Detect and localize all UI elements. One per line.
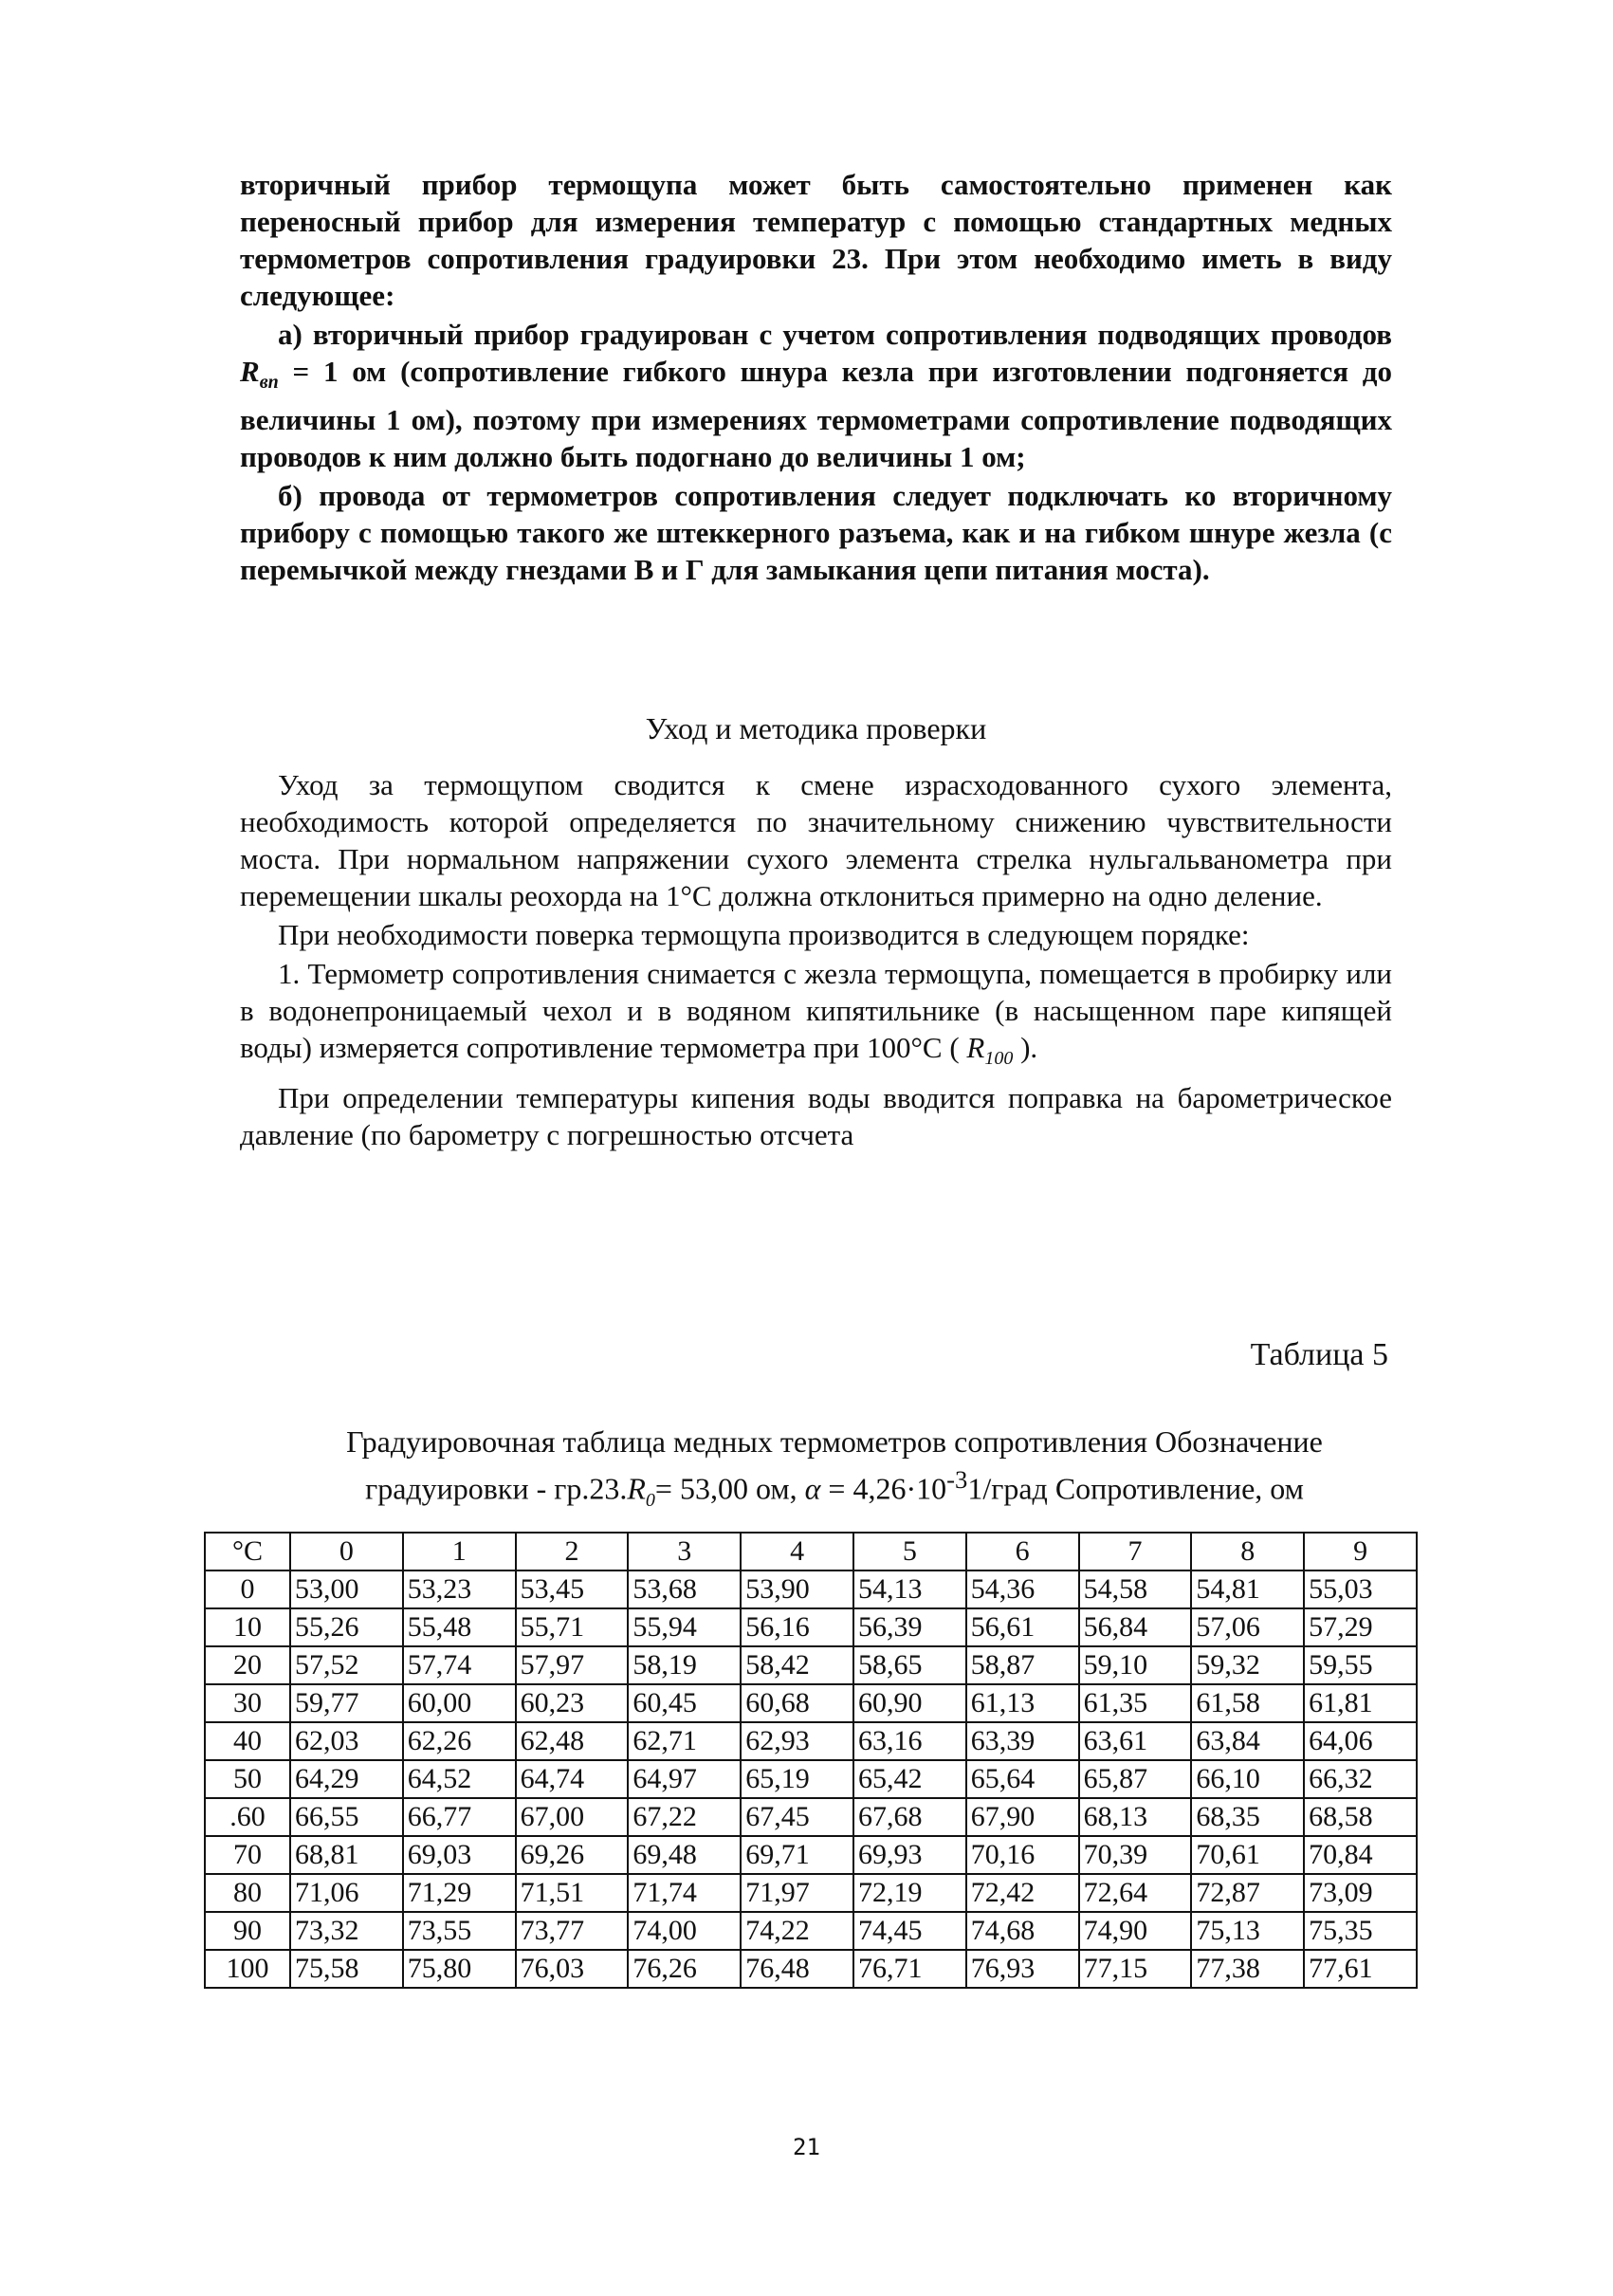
table-header-cell: 1 <box>403 1533 516 1570</box>
table-cell: 75,80 <box>403 1950 516 1988</box>
table-cell: 74,68 <box>966 1912 1079 1950</box>
paragraph-2-start: а) вторичный прибор градуирован с учетом сопротивления подводящих проводов <box>278 318 1392 351</box>
table-row-temperature: 0 <box>205 1570 290 1608</box>
table-cell: 76,26 <box>628 1950 741 1988</box>
table-cell: 71,97 <box>741 1874 853 1912</box>
table-cell: 59,77 <box>290 1684 403 1722</box>
table-cell: 74,45 <box>853 1912 966 1950</box>
table-cell: 71,51 <box>516 1874 629 1912</box>
table-cell: 64,29 <box>290 1760 403 1798</box>
table-row-temperature: 100 <box>205 1950 290 1988</box>
symbol-r: R <box>240 355 260 388</box>
table-header-cell: 6 <box>966 1533 1079 1570</box>
table-row-temperature: 70 <box>205 1836 290 1874</box>
table-cell: 62,48 <box>516 1722 629 1760</box>
table-cell: 55,48 <box>403 1608 516 1646</box>
table-cell: 77,38 <box>1191 1950 1304 1988</box>
table-cell: 56,39 <box>853 1608 966 1646</box>
table-cell: 61,81 <box>1304 1684 1417 1722</box>
table-row <box>205 1646 1417 1684</box>
table-cell: 59,10 <box>1079 1646 1192 1684</box>
table-cell: 59,55 <box>1304 1646 1417 1684</box>
table-cell: 76,03 <box>516 1950 629 1988</box>
table-cell: 63,39 <box>966 1722 1079 1760</box>
table-cell: 58,65 <box>853 1646 966 1684</box>
table-cell: 57,29 <box>1304 1608 1417 1646</box>
table-cell: 65,87 <box>1079 1760 1192 1798</box>
table-cell: 68,35 <box>1191 1798 1304 1836</box>
table-cell: 71,06 <box>290 1874 403 1912</box>
table-row <box>205 1798 1417 1836</box>
table-cell: 62,71 <box>628 1722 741 1760</box>
table-cell: 53,45 <box>516 1570 629 1608</box>
table-cell: 53,68 <box>628 1570 741 1608</box>
table-cell: 67,68 <box>853 1798 966 1836</box>
table-cell: 61,13 <box>966 1684 1079 1722</box>
graduation-table <box>204 1532 1418 1989</box>
paragraph-2-end: = 1 ом (сопротивление гибкого шнура кезла при изготовлении подгоняется до величины 1 ом), поэтому при измерениях термометрами сопротивление подводящих проводов к ним должно быть подогнано до величины 1 ом; <box>240 355 1392 474</box>
table-cell: 77,15 <box>1079 1950 1192 1988</box>
table-row <box>205 1722 1417 1760</box>
table-row-temperature: 40 <box>205 1722 290 1760</box>
table-cell: 55,26 <box>290 1608 403 1646</box>
table-cell: 69,26 <box>516 1836 629 1874</box>
table-cell: 54,81 <box>1191 1570 1304 1608</box>
table-header-cell: 8 <box>1191 1533 1304 1570</box>
table-cell: 59,32 <box>1191 1646 1304 1684</box>
table-cell: 60,00 <box>403 1684 516 1722</box>
table-header-cell: °С <box>205 1533 290 1570</box>
table-row <box>205 1608 1417 1646</box>
table-cell: 61,58 <box>1191 1684 1304 1722</box>
table-cell: 63,61 <box>1079 1722 1192 1760</box>
table-cell: 73,77 <box>516 1912 629 1950</box>
table-cell: 71,74 <box>628 1874 741 1912</box>
table-cell: 75,13 <box>1191 1912 1304 1950</box>
table-row <box>205 1570 1417 1608</box>
table-cell: 58,19 <box>628 1646 741 1684</box>
table-cell: 54,13 <box>853 1570 966 1608</box>
symbol-r100: R <box>966 1031 985 1064</box>
table-cell: 72,42 <box>966 1874 1079 1912</box>
table-cell: 73,09 <box>1304 1874 1417 1912</box>
table-cell: 65,64 <box>966 1760 1079 1798</box>
table-cell: 68,58 <box>1304 1798 1417 1836</box>
table-row-temperature: 80 <box>205 1874 290 1912</box>
table-cell: 57,97 <box>516 1646 629 1684</box>
table-cell: 70,84 <box>1304 1836 1417 1874</box>
table-cell: 53,90 <box>741 1570 853 1608</box>
table-cell: 68,81 <box>290 1836 403 1874</box>
table-cell: 69,03 <box>403 1836 516 1874</box>
table-row-temperature: 50 <box>205 1760 290 1798</box>
table-caption <box>284 1423 1384 1519</box>
table-cell: 69,48 <box>628 1836 741 1874</box>
table-cell: 64,52 <box>403 1760 516 1798</box>
paragraph-3: б) провода от термометров сопротивления следует подключать ко вторичному прибору с помощью такого же штеккерного разъема, как и на гибком шнуре жезла (с перемычкой между гнездами В и Г для замыкания цепи питания моста). <box>240 479 1392 587</box>
table-header-cell: 2 <box>516 1533 629 1570</box>
table-header-cell: 7 <box>1079 1533 1192 1570</box>
table-cell: 57,06 <box>1191 1608 1304 1646</box>
exponent: -3 <box>946 1465 968 1494</box>
table-header-cell: 3 <box>628 1533 741 1570</box>
table-cell: 74,00 <box>628 1912 741 1950</box>
table-header-row <box>205 1533 1417 1570</box>
table-cell: 55,71 <box>516 1608 629 1646</box>
table-cell: 66,55 <box>290 1798 403 1836</box>
table-cell: 73,32 <box>290 1912 403 1950</box>
paragraph-1: вторичный прибор термощупа может быть самостоятельно применен как переносный прибор для измерения температур с помощью стандартных медных термометров сопротивления градуировки 23. При этом необходимо иметь в виду следующее: <box>240 168 1392 312</box>
table-cell: 56,61 <box>966 1608 1079 1646</box>
table-cell: 55,94 <box>628 1608 741 1646</box>
table-cell: 67,22 <box>628 1798 741 1836</box>
table-cell: 72,19 <box>853 1874 966 1912</box>
table-row <box>205 1760 1417 1798</box>
table-header-cell: 4 <box>741 1533 853 1570</box>
table-cell: 60,23 <box>516 1684 629 1722</box>
body-text-middle <box>240 766 1392 1155</box>
table-cell: 75,35 <box>1304 1912 1417 1950</box>
table-cell: 54,58 <box>1079 1570 1192 1608</box>
paragraph-6-end: ). <box>1013 1031 1038 1064</box>
table-cell: 62,26 <box>403 1722 516 1760</box>
table-cell: 67,00 <box>516 1798 629 1836</box>
table-cell: 76,71 <box>853 1950 966 1988</box>
table-cell: 60,68 <box>741 1684 853 1722</box>
table-cell: 76,48 <box>741 1950 853 1988</box>
table-row <box>205 1684 1417 1722</box>
caption-part-c: = 4,26·10 <box>820 1471 947 1506</box>
table-cell: 65,42 <box>853 1760 966 1798</box>
table-cell: 66,77 <box>403 1798 516 1836</box>
table-cell: 57,52 <box>290 1646 403 1684</box>
table-row <box>205 1874 1417 1912</box>
table-cell: 77,61 <box>1304 1950 1417 1988</box>
table-cell: 62,03 <box>290 1722 403 1760</box>
table-cell: 60,90 <box>853 1684 966 1722</box>
table-row <box>205 1950 1417 1988</box>
table-cell: 74,90 <box>1079 1912 1192 1950</box>
table-header-cell: 5 <box>853 1533 966 1570</box>
table-cell: 72,87 <box>1191 1874 1304 1912</box>
caption-line-1: Градуировочная таблица медных термометров сопротивления Обозначение <box>346 1424 1323 1459</box>
table-cell: 55,03 <box>1304 1570 1417 1608</box>
table-cell: 76,93 <box>966 1950 1079 1988</box>
table-header-cell: 9 <box>1304 1533 1417 1570</box>
caption-part-d: 1/град Сопротивление, ом <box>967 1471 1304 1506</box>
caption-part-b: = 53,00 ом, <box>654 1471 805 1506</box>
table-cell: 61,35 <box>1079 1684 1192 1722</box>
table-cell: 68,13 <box>1079 1798 1192 1836</box>
table-cell: 62,93 <box>741 1722 853 1760</box>
paragraph-6 <box>240 955 1392 1077</box>
table-cell: 74,22 <box>741 1912 853 1950</box>
paragraph-5: При необходимости поверка термощупа производится в следующем порядке: <box>278 918 1250 951</box>
table-cell: 69,71 <box>741 1836 853 1874</box>
table-cell: 63,16 <box>853 1722 966 1760</box>
table-cell: 60,45 <box>628 1684 741 1722</box>
symbol-r-subscript: вп <box>259 372 279 394</box>
table-cell: 70,39 <box>1079 1836 1192 1874</box>
symbol-r100-subscript: 100 <box>984 1048 1014 1070</box>
paragraph-6-start: 1. Термометр сопротивления снимается с жезла термощупа, помещается в пробирку или в водонепроницаемый чехол и в водяном кипятильнике (в насыщенном паре кипящей воды) измеряется сопротивление термометра при 100°С ( <box>240 957 1392 1064</box>
table-row-temperature: 10 <box>205 1608 290 1646</box>
paragraph-4: Уход за термощупом сводится к смене израсходованного сухого элемента, необходимость которой определяется по значительному снижению чувствительности моста. При нормальном напряжении сухого элемента стрелка нульгальванометра при перемещении шкалы реохорда на 1°С должна отклониться примерно на одно деление. <box>240 768 1392 912</box>
table-cell: 71,29 <box>403 1874 516 1912</box>
section-heading: Уход и методика проверки <box>645 711 987 745</box>
table-row-temperature: 90 <box>205 1912 290 1950</box>
table-cell: 65,19 <box>741 1760 853 1798</box>
table-body <box>205 1570 1417 1988</box>
table-cell: 67,45 <box>741 1798 853 1836</box>
body-text-top <box>240 166 1392 590</box>
caption-part-a: градуировки - гр.23. <box>365 1471 628 1506</box>
table-cell: 75,58 <box>290 1950 403 1988</box>
table-cell: 53,00 <box>290 1570 403 1608</box>
table-cell: 70,16 <box>966 1836 1079 1874</box>
table-cell: 72,64 <box>1079 1874 1192 1912</box>
table-cell: 70,61 <box>1191 1836 1304 1874</box>
table-cell: 58,87 <box>966 1646 1079 1684</box>
table-cell: 67,90 <box>966 1798 1079 1836</box>
table-cell: 56,84 <box>1079 1608 1192 1646</box>
table-cell: 64,74 <box>516 1760 629 1798</box>
table-cell: 64,06 <box>1304 1722 1417 1760</box>
table-header-cell: 0 <box>290 1533 403 1570</box>
table-cell: 73,55 <box>403 1912 516 1950</box>
paragraph-2 <box>240 316 1392 475</box>
table-cell: 66,10 <box>1191 1760 1304 1798</box>
table-row-temperature: 30 <box>205 1684 290 1722</box>
table-cell: 63,84 <box>1191 1722 1304 1760</box>
symbol-r0-subscript: 0 <box>645 1490 655 1512</box>
table-cell: 64,97 <box>628 1760 741 1798</box>
table-cell: 56,16 <box>741 1608 853 1646</box>
table-label: Таблица 5 <box>1250 1337 1388 1372</box>
caption-line-2 <box>284 1460 1384 1519</box>
table-row <box>205 1912 1417 1950</box>
table-row-temperature: 20 <box>205 1646 290 1684</box>
table-cell: 53,23 <box>403 1570 516 1608</box>
table-cell: 54,36 <box>966 1570 1079 1608</box>
table-row <box>205 1836 1417 1874</box>
table-cell: 69,93 <box>853 1836 966 1874</box>
paragraph-7: При определении температуры кипения воды вводится поправка на барометрическое давление (по барометру с погрешностью отсчета <box>240 1081 1392 1152</box>
symbol-alpha: α <box>804 1471 821 1506</box>
symbol-r0: R <box>627 1471 646 1506</box>
table-cell: 66,32 <box>1304 1760 1417 1798</box>
table-cell: 58,42 <box>741 1646 853 1684</box>
table-row-temperature: .60 <box>205 1798 290 1836</box>
page-number: 21 <box>793 2134 820 2160</box>
table-cell: 57,74 <box>403 1646 516 1684</box>
